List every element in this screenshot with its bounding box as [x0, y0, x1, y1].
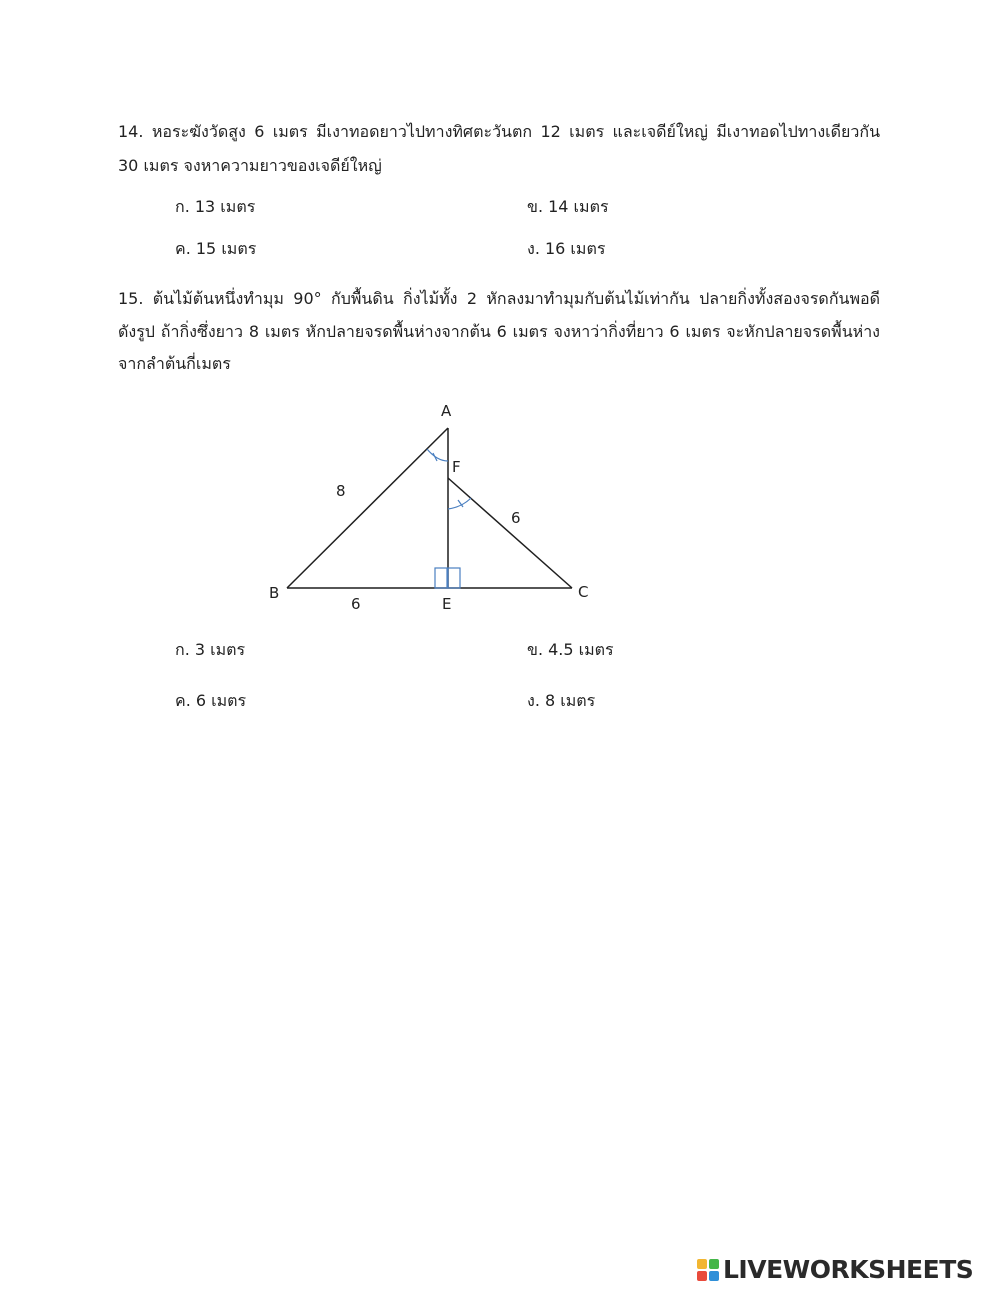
logo-square-l [697, 1259, 707, 1269]
logo-square-i [709, 1259, 719, 1269]
label-point-b: B [269, 584, 280, 602]
question-15-choice-d[interactable]: ง. 8 เมตร [527, 691, 596, 710]
label-point-c: C [578, 583, 589, 601]
segment-fc [448, 478, 572, 588]
logo-square-v [697, 1271, 707, 1281]
right-angle-mark-left [435, 568, 447, 588]
segment-ab [287, 428, 448, 588]
logo-square-e [709, 1271, 719, 1281]
angle-mark-at-f [448, 498, 471, 509]
question-14-line-1: 14. หอระฆังวัดสูง 6 เมตร มีเงาทอดยาวไปทางทิศตะวันตก 12 เมตร และเจดีย์ใหญ่ มีเงาทอดไปทางเดียวกัน [118, 122, 880, 141]
question-15-choice-b[interactable]: ข. 4.5 เมตร [527, 640, 614, 659]
question-14-line-2: 30 เมตร จงหาความยาวของเจดีย์ใหญ่ [118, 156, 382, 175]
triangle-diagram [250, 395, 610, 625]
question-15-choice-a[interactable]: ก. 3 เมตร [175, 640, 246, 659]
question-15-line-3: จากลำต้นกี่เมตร [118, 354, 231, 373]
label-point-a: A [441, 402, 452, 420]
angle-mark-at-a [427, 449, 448, 461]
logo-text: LIVEWORKSHEETS [723, 1255, 974, 1284]
right-angle-mark-right [448, 568, 460, 588]
question-14-choice-c[interactable]: ค. 15 เมตร [175, 239, 257, 258]
label-point-e: E [442, 595, 452, 613]
question-14-choice-b[interactable]: ข. 14 เมตร [527, 197, 609, 216]
question-14-choice-d[interactable]: ง. 16 เมตร [527, 239, 606, 258]
label-length-ab: 8 [336, 482, 346, 500]
label-point-f: F [452, 458, 461, 476]
question-15-line-2: ดังรูป ถ้ากิ่งซึ่งยาว 8 เมตร หักปลายจรดพื้นห่างจากต้น 6 เมตร จงหาว่ากิ่งที่ยาว 6 เมตร จะหักปลายจรดพื้นห่าง [118, 322, 880, 341]
question-15-choice-c[interactable]: ค. 6 เมตร [175, 691, 247, 710]
label-length-be: 6 [351, 595, 361, 613]
question-15-line-1: 15. ต้นไม้ต้นหนึ่งทำมุม 90° กับพื้นดิน กิ่งไม้ทั้ง 2 หักลงมาทำมุมกับต้นไม้เท่ากัน ปลายกิ่งทั้งสองจรดกันพอดี [118, 289, 880, 308]
question-14-choice-a[interactable]: ก. 13 เมตร [175, 197, 256, 216]
label-length-fc: 6 [511, 509, 521, 527]
liveworksheets-logo [697, 1255, 973, 1285]
logo-mark-icon [697, 1259, 719, 1281]
